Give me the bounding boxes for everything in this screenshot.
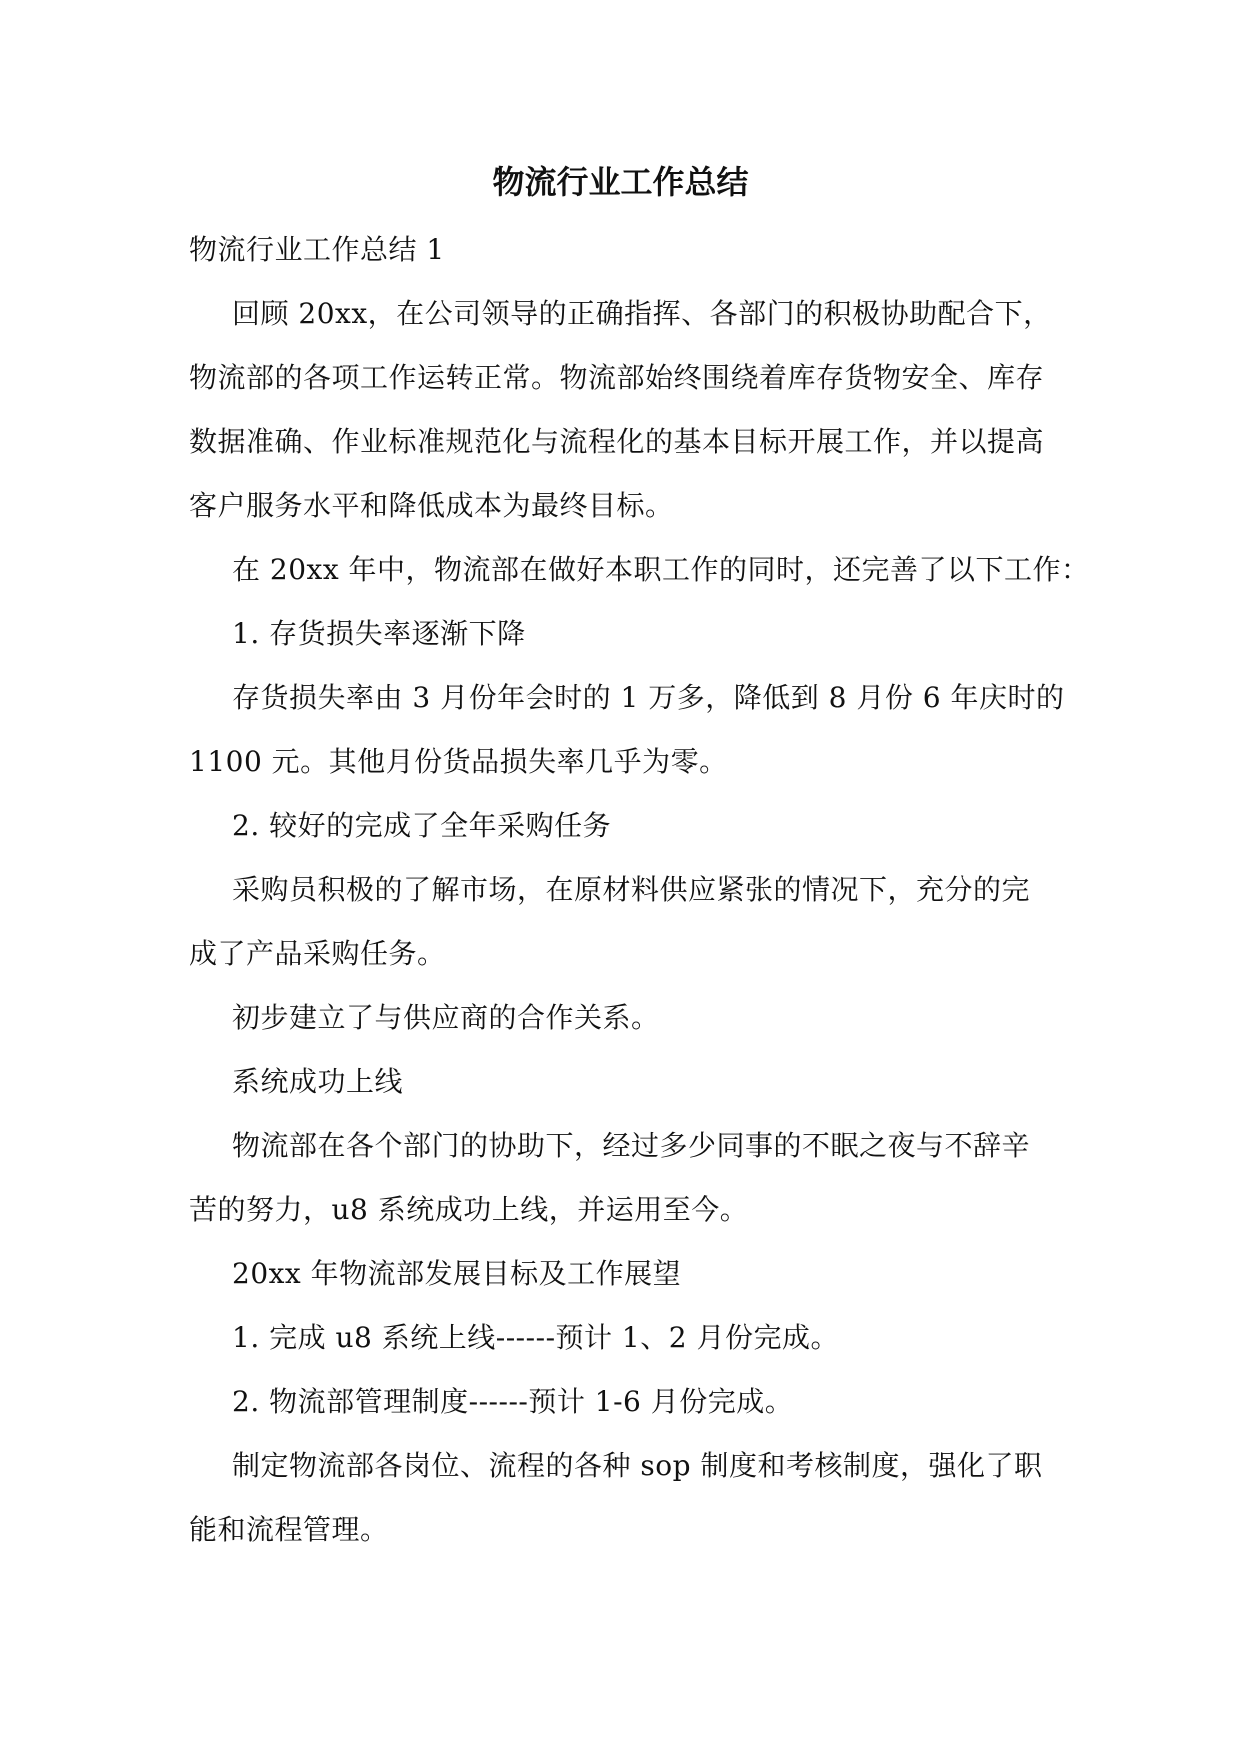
list-item: 2. 较好的完成了全年采购任务 xyxy=(232,809,612,842)
document-title: 物流行业工作总结 xyxy=(492,163,749,201)
paragraph-line: 能和流程管理。 xyxy=(189,1513,389,1546)
paragraph-line: 制定物流部各岗位、流程的各种 sop 制度和考核制度，强化了职 xyxy=(232,1449,1043,1482)
section-heading: 物流行业工作总结 1 xyxy=(189,233,445,266)
list-item: 1. 存货损失率逐渐下降 xyxy=(232,617,526,650)
paragraph-line: 存货损失率由 3 月份年会时的 1 万多，降低到 8 月份 6 年庆时的 xyxy=(232,681,1065,714)
paragraph-line: 数据准确、作业标准规范化与流程化的基本目标开展工作，并以提高 xyxy=(189,425,1045,458)
section-heading: 20xx 年物流部发展目标及工作展望 xyxy=(232,1257,682,1290)
paragraph-line: 物流部的各项工作运转正常。物流部始终围绕着库存货物安全、库存 xyxy=(189,361,1045,394)
paragraph-line: 成了产品采购任务。 xyxy=(189,937,446,970)
paragraph-line: 在 20xx 年中，物流部在做好本职工作的同时，还完善了以下工作： xyxy=(232,553,1090,586)
paragraph-line: 回顾 20xx，在公司领导的正确指挥、各部门的积极协助配合下， xyxy=(232,297,1052,330)
paragraph-line: 物流部在各个部门的协助下，经过多少同事的不眠之夜与不辞辛 xyxy=(232,1129,1031,1162)
list-item: 2. 物流部管理制度------预计 1-6 月份完成。 xyxy=(232,1385,794,1418)
paragraph-line: 采购员积极的了解市场，在原材料供应紧张的情况下，充分的完 xyxy=(232,873,1031,906)
paragraph-line: 客户服务水平和降低成本为最终目标。 xyxy=(189,489,674,522)
paragraph-line: 苦的努力，u8 系统成功上线，并运用至今。 xyxy=(189,1193,749,1226)
section-heading: 系统成功上线 xyxy=(232,1065,404,1098)
paragraph-line: 1100 元。其他月份货品损失率几乎为零。 xyxy=(189,745,728,778)
list-item: 1. 完成 u8 系统上线------预计 1、2 月份完成。 xyxy=(232,1321,839,1354)
paragraph-line: 初步建立了与供应商的合作关系。 xyxy=(232,1001,660,1034)
